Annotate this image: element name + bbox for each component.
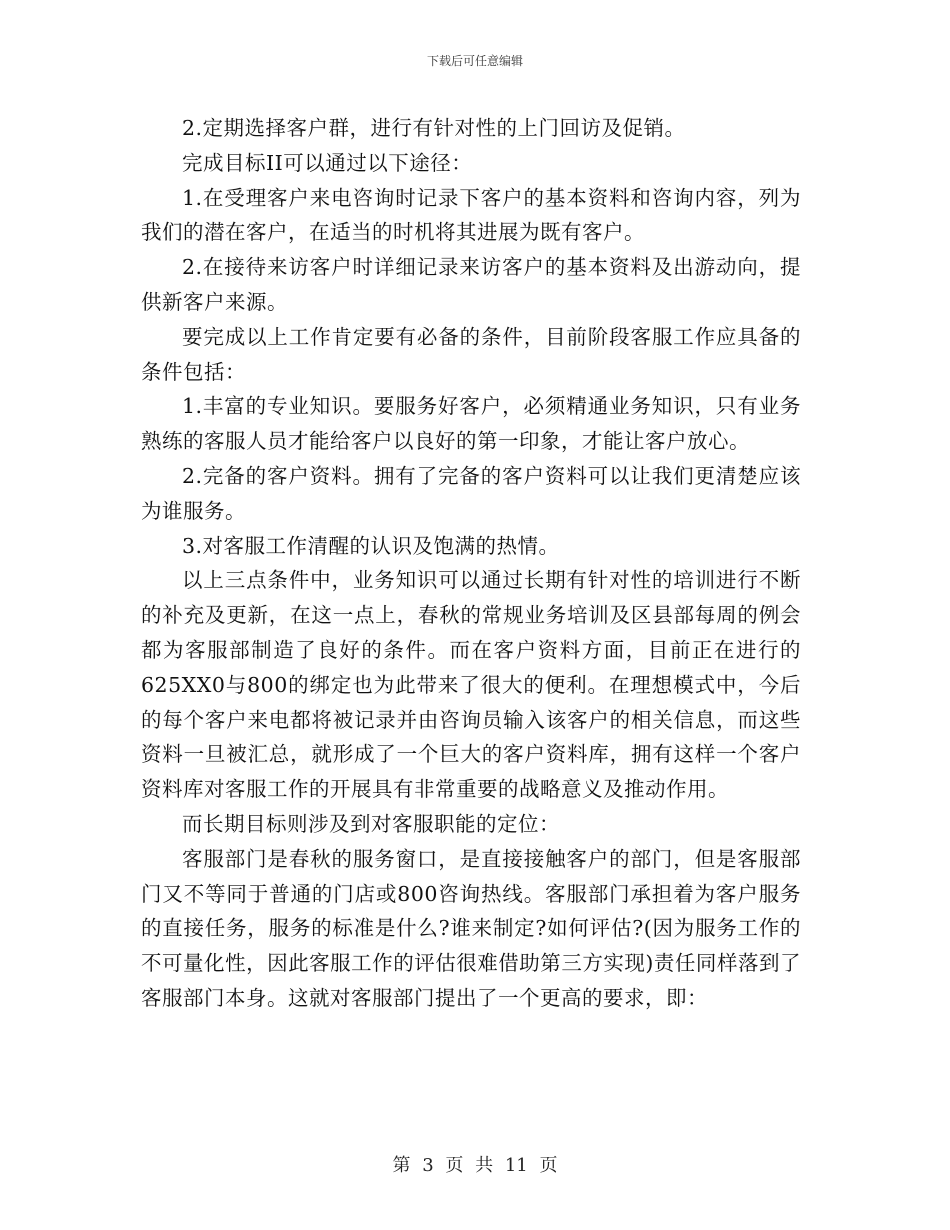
paragraph: 1.丰富的专业知识。要服务好客户，必须精通业务知识，只有业务熟练的客服人员才能给客户以良好的第一印象，才能让客户放心。 — [141, 394, 801, 454]
paragraph: 以上三点条件中，业务知识可以通过长期有针对性的培训进行不断的补充及更新，在这一点上，春秋的常规业务培训及区县部每周的例会都为客服部制造了良好的条件。而在客户资料方面，目前正在进行的625XX0与800的绑定也为此带来了很大的便利。在理想模式中，今后的每个客户来电都将被记录并由咨询员输入该客户的相关信息，而这些资料一旦被汇总，就形成了一个巨大的客户资料库，拥有这样一个客户资料库对客服工作的开展具有非常重要的战略意义及推动作用。 — [141, 568, 801, 802]
document-body — [141, 111, 801, 1016]
paragraph: 2.完备的客户资料。拥有了完备的客户资料可以让我们更清楚应该为谁服务。 — [141, 463, 801, 523]
paragraph: 完成目标II可以通过以下途径： — [182, 150, 473, 175]
paragraph: 要完成以上工作肯定要有必备的条件，目前阶段客服工作应具备的条件包括： — [141, 324, 801, 384]
paragraph: 客服部门是春秋的服务窗口，是直接接触客户的部门，但是客服部门又不等同于普通的门店或800咨询热线。客服部门承担着为客户服务的直接任务，服务的标准是什么?谁来制定?如何评估?(因为服务工作的不可量化性，因此客服工作的评估很难借助第三方实现)责任同样落到了客服部门本身。这就对客服部门提出了一个更高的要求，即： — [141, 846, 801, 1010]
paragraph: 2.在接待来访客户时详细记录来访客户的基本资料及出游动向，提供新客户来源。 — [141, 255, 801, 314]
paragraph: 而长期目标则涉及到对客服职能的定位： — [182, 811, 560, 836]
paragraph: 3.对客服工作清醒的认识及饱满的热情。 — [182, 533, 560, 558]
paragraph: 1.在受理客户来电咨询时记录下客户的基本资料和咨询内容，列为我们的潜在客户，在适当的时机将其进展为既有客户。 — [141, 185, 801, 245]
paragraph: 2.定期选择客户群，进行有针对性的上门回访及促销。 — [182, 116, 686, 140]
page-number: 第 3 页 共 11 页 — [392, 1155, 558, 1176]
page-header: 下载后可任意编辑 — [426, 54, 523, 68]
